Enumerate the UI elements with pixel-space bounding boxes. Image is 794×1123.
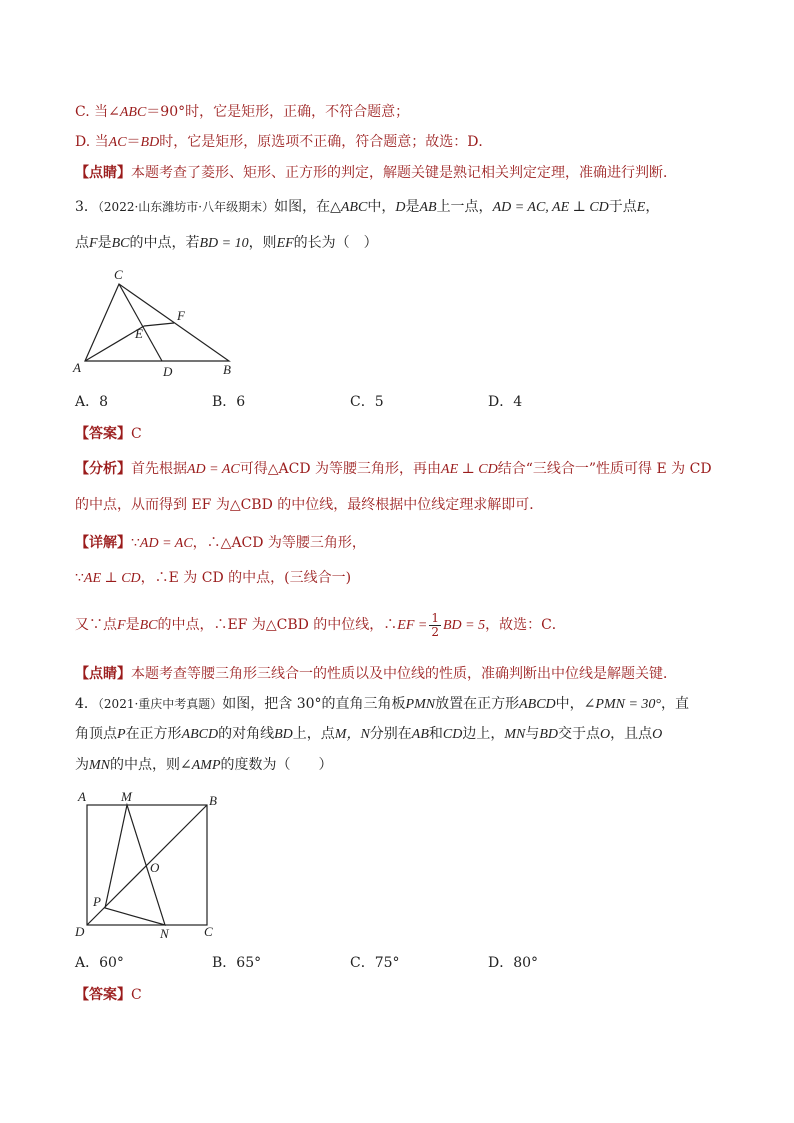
q4-label-o: O [150,860,160,875]
q4-text: 为 [75,757,89,773]
q4-number: 4． [75,696,98,712]
q3-note-tag: 【点睛】 [75,666,131,682]
q3-math: AD = AC, AE ⊥ CD [492,200,609,215]
q4-var: PMN [405,697,436,712]
q3-text: 是 [405,199,420,215]
q4-text: 分别在 [369,726,412,742]
q3-detail-math: AD = AC [139,536,193,551]
q4-var: O [600,727,611,742]
prev-c-abc: ABC [119,105,147,120]
q3-detail-text: ，故选：C． [485,617,566,633]
q4-stem-line3 [75,755,333,776]
q4-text: 放置在正方形 [435,696,520,712]
q3-text: 点 [75,235,89,251]
q3-detail-text: 的中点，∴EF 为△CBD 的中位线，∴ [157,617,398,633]
q3-detail-text: 又∵点 [75,617,117,633]
q4-text: ，直 [661,696,689,712]
q3-text: 是 [97,235,112,251]
q4-text: 角顶点 [75,726,117,742]
q3-text: 的长为（ ） [293,235,378,251]
q3-text: 的中点，若 [129,235,200,251]
q4-label-m: M [121,789,132,804]
q3-stem-line1 [75,197,659,218]
q4-label-d: D [75,924,85,939]
q4-label-p: P [93,894,101,909]
q4-option-a[interactable]: A．60° [75,955,124,971]
prev-d-bd: BD [140,135,160,150]
q3-var: D [395,200,406,215]
q4-text: 和 [428,726,443,742]
q4-var: AB [411,727,429,742]
q4-var: AMP [191,758,221,773]
q4-var: BD [274,727,293,742]
q4-option-c[interactable]: C．75° [350,955,400,971]
q3-math: BD = 10 [199,236,249,251]
prev-d-ac: AC [108,135,127,150]
q3-var: EF [276,236,294,251]
q3-analysis-text: 首先根据 [131,461,187,477]
q3-answer [75,424,142,444]
q4-var: BD [539,727,559,742]
q4-math: ∠PMN = 30° [583,697,661,712]
prev-d-eq: ＝ [126,134,141,150]
q4-label-a: A [78,789,86,804]
q3-text: 中， [367,199,396,215]
q4-text: 在正方形 [125,726,182,742]
q4-var: P [117,727,126,742]
q3-detail-line2 [75,568,351,589]
q3-option-a[interactable]: A．8 [75,394,109,410]
q3-analysis-text: 可得△ACD 为等腰三角形，再由 [239,461,442,477]
fraction-denominator: 2 [431,624,439,639]
q3-answer-value: C [131,426,142,442]
q3-segment-ef [144,323,174,326]
q3-detail-tag: 【详解】 [75,535,131,551]
q4-text: 的度数为（ ） [220,757,333,773]
q3-detail-var: F [117,618,126,633]
prev-c-prefix: C. 当∠ [75,104,120,120]
q3-label-e: E [135,326,143,341]
q3-detail-line3 [75,610,566,641]
q3-detail-text: ，∴△ACD 为等腰三角形， [192,535,366,551]
q4-text: 的对角线 [218,726,275,742]
q4-text: 的中点，则∠ [110,757,192,773]
prev-note-text: 本题考查了菱形、矩形、正方形的判定，解题关键是熟记相关判定定理，准确进行判断． [131,165,677,181]
q4-label-n: N [160,926,169,941]
q4-var: ABCD [519,697,556,712]
q3-detail-text: ，∴E 为 CD 的中点，(三线合一) [140,570,352,586]
q3-detail-fraction [429,612,441,639]
q3-text: 如图，在△ [274,199,341,215]
prev-d-prefix: D. 当 [75,134,109,150]
q4-var: ABCD [181,727,219,742]
q3-label-c: C [114,267,123,282]
q3-detail-math: AE ⊥ CD [83,571,141,586]
q3-var: E [636,200,646,215]
q4-answer-value: C [131,987,142,1003]
q3-analysis-text: 结合“三线合一”性质可得 E 为 CD [497,461,712,477]
q3-analysis-math: AE ⊥ CD [441,462,498,477]
q3-var: ABC [340,200,368,215]
q4-text: 如图，把含 30°的直角三角板 [222,696,406,712]
q4-answer [75,985,142,1005]
q3-detail-var: BC [139,618,158,633]
q3-figure-triangle [68,262,248,382]
q3-option-c[interactable]: C．5 [350,394,384,410]
q4-text: 边上， [462,726,505,742]
q3-analysis-tag: 【分析】 [75,461,131,477]
q3-stem-line2 [75,233,378,254]
prev-option-d [75,132,492,153]
q3-label-f: F [177,308,185,323]
q3-note-text: 本题考查等腰三角形三线合一的性质以及中位线的性质，准确判断出中位线是解题关键． [131,666,677,682]
q3-label-a: A [73,360,81,375]
q3-segment-cd [119,284,162,361]
q4-text: 中， [555,696,584,712]
q3-var: AB [419,200,437,215]
q4-stem-line2 [75,724,662,745]
q4-text: 与 [525,726,540,742]
q4-label-c: C [204,924,213,939]
q3-detail-math: BD = 5 [442,618,486,633]
prev-note-tag: 【点睛】 [75,165,131,181]
prev-c-rest: ＝90°时，它是矩形，正确，不符合题意； [146,104,410,120]
q4-text: ，且点 [610,726,653,742]
q3-var: BC [111,236,130,251]
q4-var: MN [504,727,526,742]
q4-figure-square [70,786,230,942]
q4-var: O [652,727,663,742]
q3-text: ， [645,199,660,215]
q3-detail-line1 [75,533,366,554]
q3-answer-tag: 【答案】 [75,426,131,442]
q3-analysis-line2: 的中点，从而得到 EF 为△CBD 的中位线，最终根据中位线定理求解即可． [75,497,544,513]
q3-option-d[interactable]: D．4 [488,394,523,410]
q3-number: 3． [75,199,98,215]
q4-option-b[interactable]: B．65° [212,955,262,971]
q4-var: CD [442,727,463,742]
q3-option-b[interactable]: B．6 [212,394,246,410]
q3-detail-text: 是 [125,617,140,633]
q4-stem-line1 [75,694,689,715]
q4-text: 上，点 [292,726,335,742]
q4-var: MN [89,758,110,773]
q3-analysis-line1 [75,459,712,480]
q4-source: （2021·重庆中考真题） [97,697,223,711]
q3-detail-math: EF = [397,618,428,633]
prev-note [75,163,677,183]
prev-d-rest: 时，它是矩形，原选项不正确，符合题意；故选：D． [159,134,493,150]
fraction-numerator: 1 [431,610,439,625]
q3-analysis-math: AD = AC [187,462,240,477]
q4-answer-tag: 【答案】 [75,987,131,1003]
q3-source: （2022·山东潍坊市·八年级期末） [97,200,275,214]
q3-detail-text: ∵ [75,570,84,586]
q4-var: M，N [334,727,370,742]
q3-note [75,664,677,684]
q3-var: F [89,236,98,251]
q3-label-b: B [223,362,231,377]
q3-text: 于点 [608,199,637,215]
q3-triangle-abc [85,284,229,361]
q3-text: ，则 [248,235,277,251]
q3-label-d: D [163,364,173,379]
q4-option-d[interactable]: D．80° [488,955,539,971]
q3-detail-text: ∵ [131,535,140,551]
q4-label-b: B [209,793,217,808]
prev-option-c [75,102,409,123]
q3-text: 上一点， [436,199,493,215]
q4-text: 交于点 [558,726,601,742]
